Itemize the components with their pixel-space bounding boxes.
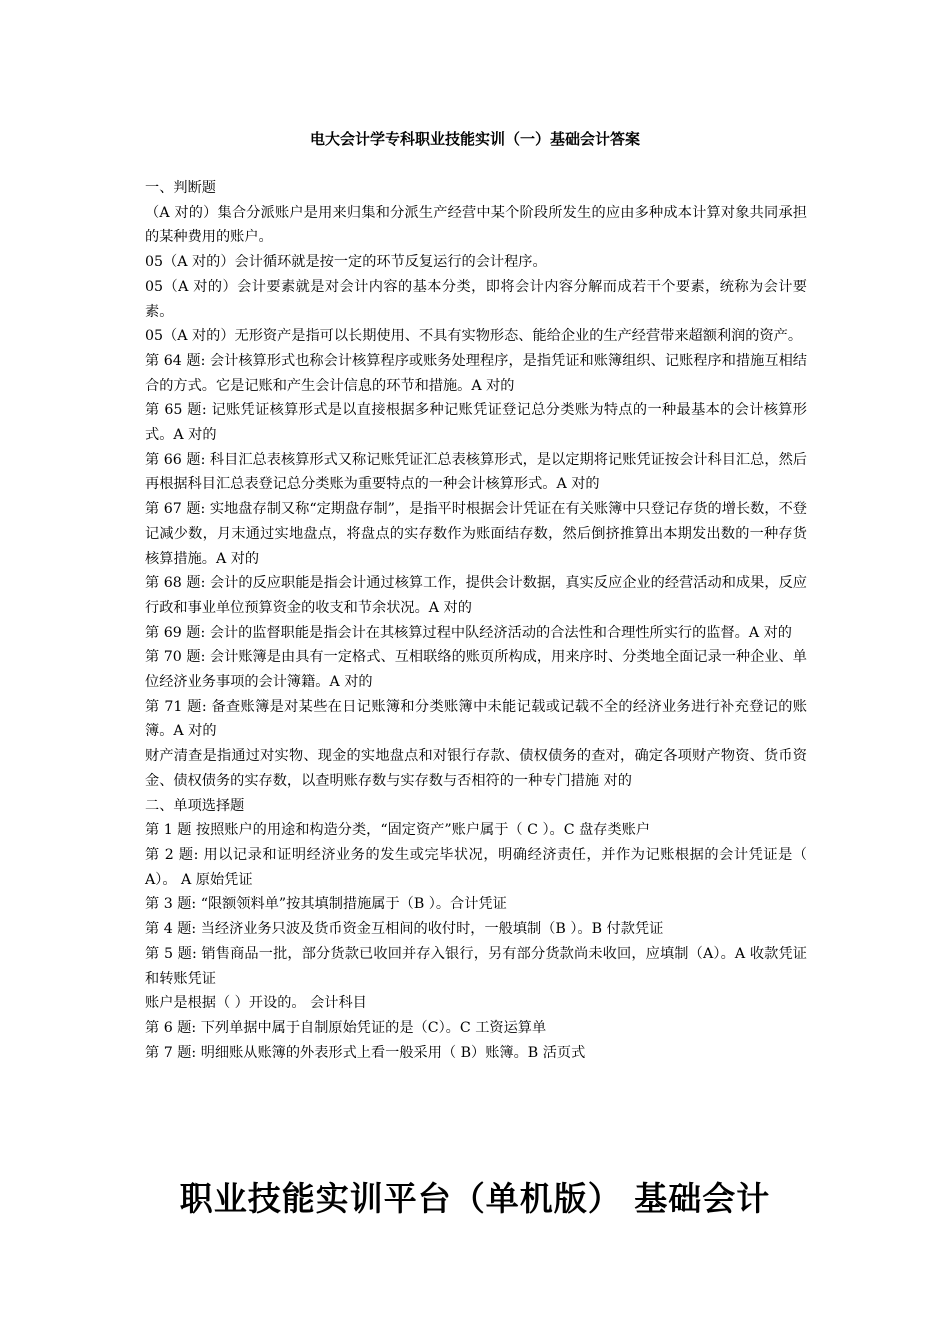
paragraph: 05（A 对的）会计要素就是对会计内容的基本分类，即将会计内容分解而成若干个要素，统称为会计要素。 — [145, 278, 807, 320]
document-title: 电大会计学专科职业技能实训（一）基础会计答案 — [309, 130, 640, 148]
paragraph: 第 64 题: 会计核算形式也称会计核算程序或账务处理程序，是指凭证和账簿组织、记账程序和措施互相结合的方式。它是记账和产生会计信息的环节和措施。A 对的 — [145, 352, 807, 394]
paragraph: 第 5 题: 销售商品一批，部分货款已收回并存入银行，另有部分货款尚未收回，应填制（A）。A 收款凭证和转账凭证 — [145, 945, 807, 987]
paragraph: 第 2 题: 用以记录和证明经济业务的发生或完毕状况，明确经济责任，并作为记账根据的会计凭证是（ A）。 A 原始凭证 — [145, 846, 807, 888]
paragraph: 05（A 对的）会计循环就是按一定的环节反复运行的会计程序。 — [145, 254, 547, 271]
paragraph: 第 71 题: 备查账簿是对某些在日记账簿和分类账簿中未能记载或记载不全的经济业务进行补充登记的账簿。A 对的 — [145, 698, 807, 740]
document-body — [145, 176, 807, 1065]
paragraph: 第 67 题: 实地盘存制又称“定期盘存制”，是指平时根据会计凭证在有关账簿中只登记存货的增长数，不登记减少数，月末通过实地盘点，将盘点的实存数作为账面结存数，然后倒挤推算出本期发出数的一种存货核算措施。A 对的 — [145, 501, 807, 567]
paragraph: 第 70 题: 会计账簿是由具有一定格式、互相联络的账页所构成，用来序时、分类地全面记录一种企业、单位经济业务事项的会计簿籍。A 对的 — [145, 649, 807, 691]
paragraph: 第 6 题: 下列单据中属于自制原始凭证的是（C）。C 工资运算单 — [145, 1019, 547, 1036]
paragraph: 05（A 对的）无形资产是指可以长期使用、不具有实物形态、能给企业的生产经营带来超额利润的资产。 — [145, 328, 803, 345]
paragraph: 第 66 题: 科目汇总表核算形式又称记账凭证汇总表核算形式，是以定期将记账凭证按会计科目汇总，然后再根据科目汇总表登记总分类账为重要特点的一种会计核算形式。A 对的 — [145, 451, 807, 493]
paragraph: （A 对的）集合分派账户是用来归集和分派生产经营中某个阶段所发生的应由多种成本计算对象共同承担的某种费用的账户。 — [145, 204, 807, 246]
section-heading-single-choice: 二、单项选择题 — [145, 797, 245, 814]
paragraph: 第 68 题: 会计的反应职能是指会计通过核算工作，提供会计数据，真实反应企业的经营活动和成果，反应行政和事业单位预算资金的收支和节余状况。A 对的 — [145, 575, 807, 616]
section-heading-true-false: 一、判断题 — [145, 180, 216, 196]
paragraph: 财产清查是指通过对实物、现金的实地盘点和对银行存款、债权债务的查对，确定各项财产物资、货币资金、债权债务的实存数，以查明账存数与实存数与否相符的一种专门措施 对的 — [145, 748, 807, 789]
paragraph: 第 1 题 按照账户的用途和构造分类，“固定资产”账户属于（ C ）。C 盘存类账户 — [145, 822, 651, 839]
paragraph: 账户是根据（ ）开设的。 会计科目 — [145, 995, 367, 1012]
paragraph: 第 4 题: 当经济业务只波及货币资金互相间的收付时，一般填制（B ）。B 付款凭证 — [145, 921, 664, 938]
paragraph: 第 3 题: “限额领料单”按其填制措施属于（B ）。合计凭证 — [145, 896, 507, 913]
paragraph: 第 69 题: 会计的监督职能是指会计在其核算过程中队经济活动的合法性和合理性所实行的监督。A 对的 — [145, 624, 792, 641]
paragraph: 第 65 题: 记账凭证核算形式是以直接根据多种记账凭证登记总分类账为特点的一种最基本的会计核算形式。A 对的 — [145, 402, 807, 444]
paragraph: 第 7 题: 明细账从账簿的外表形式上看一般采用（ B）账簿。B 活页式 — [145, 1044, 586, 1061]
footer-heading: 职业技能实训平台（单机版） 基础会计 — [179, 1179, 771, 1218]
